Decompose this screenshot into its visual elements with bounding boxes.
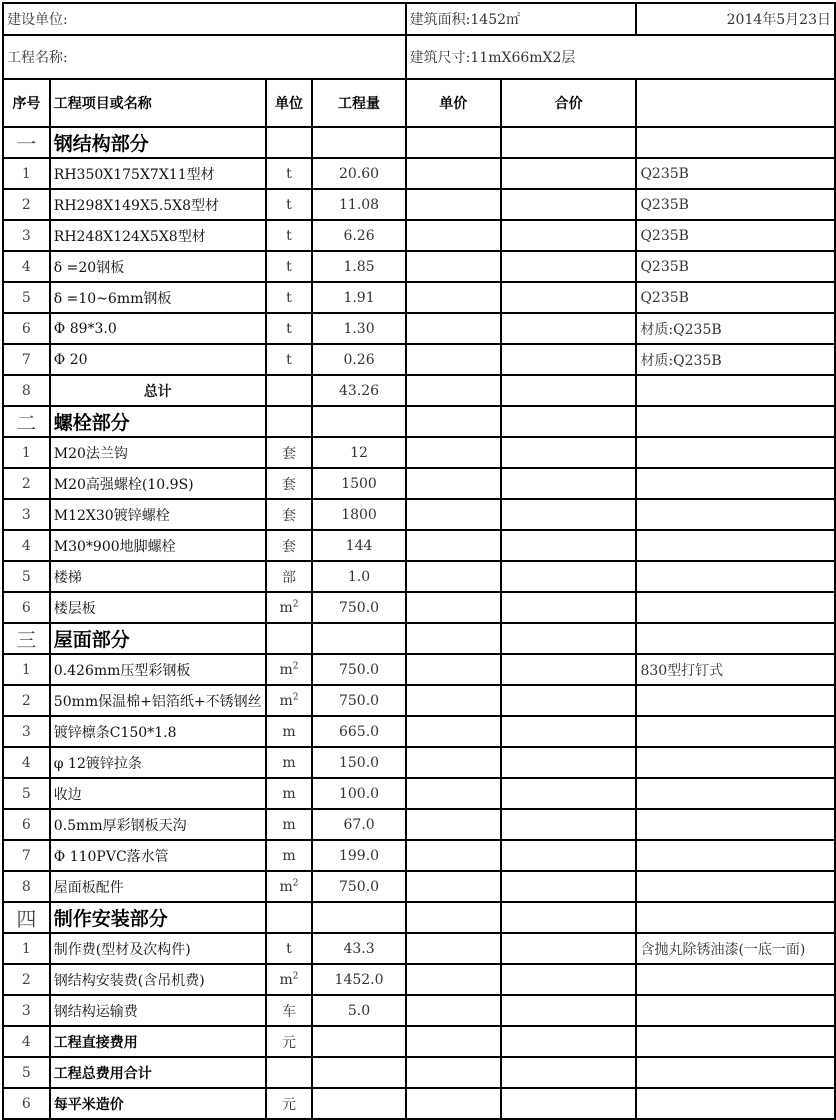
cell-seq[interactable]: 4 — [3, 530, 50, 561]
cell-unit[interactable] — [266, 623, 313, 654]
cell-total-price[interactable] — [501, 158, 637, 189]
table-row — [3, 654, 835, 685]
area-label[interactable]: 建筑面积:1452㎡ — [406, 3, 637, 35]
cell-unit-price[interactable] — [406, 995, 501, 1026]
cell-total-price[interactable] — [501, 406, 637, 437]
cell-seq[interactable]: 6 — [3, 809, 50, 840]
cell-seq[interactable]: 2 — [3, 964, 50, 995]
cell-total-price[interactable] — [501, 282, 637, 313]
cell-unit-price[interactable] — [406, 902, 501, 933]
cell-item-name[interactable]: 工程总费用合计 — [50, 1057, 266, 1088]
col-header-unit: 单位 — [266, 79, 313, 127]
cell-total-price[interactable] — [501, 871, 637, 902]
cell-qty[interactable]: 1.85 — [312, 251, 405, 282]
cell-remark[interactable] — [636, 1026, 835, 1057]
cell-unit-price[interactable] — [406, 127, 501, 158]
unit-m2: $m^2$ — [279, 661, 299, 678]
cell-qty[interactable]: 1800 — [312, 499, 405, 530]
cell-qty[interactable]: 1.91 — [312, 282, 405, 313]
cell-qty[interactable] — [312, 902, 405, 933]
cell-unit[interactable]: t — [266, 313, 313, 344]
cell-unit[interactable]: m — [266, 809, 313, 840]
cell-qty[interactable]: 750.0 — [312, 654, 405, 685]
cell-unit-price[interactable] — [406, 1026, 501, 1057]
cell-remark[interactable] — [636, 1088, 835, 1119]
cell-unit[interactable]: t — [266, 282, 313, 313]
cell-unit[interactable] — [266, 654, 313, 685]
cell-seq[interactable]: 4 — [3, 251, 50, 282]
cell-unit-price[interactable] — [406, 809, 501, 840]
cell-qty[interactable]: 43.3 — [312, 933, 405, 964]
cell-seq[interactable]: 4 — [3, 1026, 50, 1057]
cell-seq[interactable]: 1 — [3, 933, 50, 964]
cell-item-name[interactable]: 钢结构安装费(含吊机费) — [50, 964, 266, 995]
cell-seq[interactable]: 8 — [3, 871, 50, 902]
cell-unit[interactable]: t — [266, 344, 313, 375]
cell-total-price[interactable] — [501, 1057, 637, 1088]
cell-qty[interactable]: 750.0 — [312, 592, 405, 623]
cell-qty[interactable]: 12 — [312, 437, 405, 468]
cell-item-name[interactable]: 50mm保温棉+铝箔纸+不锈钢丝 — [50, 685, 266, 716]
cell-item-name[interactable]: M30*900地脚螺栓 — [50, 530, 266, 561]
table-row — [3, 840, 835, 871]
cell-total-price[interactable] — [501, 840, 637, 871]
cell-seq[interactable]: 1 — [3, 437, 50, 468]
cell-qty[interactable]: 6.26 — [312, 220, 405, 251]
cell-unit[interactable]: t — [266, 251, 313, 282]
cell-seq[interactable]: 1 — [3, 158, 50, 189]
cell-item-name[interactable]: δ =20钢板 — [50, 251, 266, 282]
table-row — [3, 437, 835, 468]
cell-item-name[interactable]: RH298X149X5.5X8型材 — [50, 189, 266, 220]
cell-unit[interactable]: 套 — [266, 468, 313, 499]
section-title[interactable]: 钢结构部分 — [50, 127, 266, 158]
cell-unit-price[interactable] — [406, 840, 501, 871]
table-row — [3, 778, 835, 809]
table-row — [3, 809, 835, 840]
cell-seq[interactable]: 5 — [3, 778, 50, 809]
cell-remark[interactable] — [636, 561, 835, 592]
cell-qty[interactable]: 144 — [312, 530, 405, 561]
cell-total-price[interactable] — [501, 685, 637, 716]
cell-remark[interactable] — [636, 995, 835, 1026]
cell-unit-price[interactable] — [406, 561, 501, 592]
cell-seq[interactable]: 3 — [3, 220, 50, 251]
cell-unit-price[interactable] — [406, 282, 501, 313]
cell-seq[interactable]: 2 — [3, 468, 50, 499]
col-header-seq: 序号 — [3, 79, 50, 127]
cell-remark[interactable] — [636, 840, 835, 871]
cell-seq[interactable]: 5 — [3, 1057, 50, 1088]
cell-remark[interactable] — [636, 468, 835, 499]
cell-seq[interactable]: 2 — [3, 685, 50, 716]
cell-unit-price[interactable] — [406, 406, 501, 437]
cell-total-price[interactable] — [501, 313, 637, 344]
cell-remark[interactable]: 材质:Q235B — [636, 313, 835, 344]
cell-qty[interactable]: 20.60 — [312, 158, 405, 189]
cell-total-price[interactable] — [501, 623, 637, 654]
cell-unit[interactable]: t — [266, 220, 313, 251]
cell-unit[interactable] — [266, 871, 313, 902]
cell-unit-price[interactable] — [406, 375, 501, 406]
table-row — [3, 344, 835, 375]
cell-seq[interactable]: 5 — [3, 561, 50, 592]
cell-remark[interactable]: 含抛丸除锈油漆(一底一面) — [636, 933, 835, 964]
cell-seq[interactable]: 3 — [3, 995, 50, 1026]
cell-item-name[interactable]: 0.426mm压型彩钢板 — [50, 654, 266, 685]
col-header-qty: 工程量 — [312, 79, 405, 127]
project-label[interactable]: 工程名称: — [3, 35, 406, 79]
cell-unit-price[interactable] — [406, 189, 501, 220]
table-row — [3, 592, 835, 623]
cell-remark[interactable] — [636, 871, 835, 902]
table-row — [3, 716, 835, 747]
cell-unit-price[interactable] — [406, 592, 501, 623]
col-header-total-price: 合价 — [501, 79, 637, 127]
table-row — [3, 313, 835, 344]
cell-qty[interactable] — [312, 1026, 405, 1057]
cell-total-price[interactable] — [501, 1088, 637, 1119]
cell-item-name[interactable]: 总计 — [50, 375, 266, 406]
meta-row-1 — [3, 3, 835, 35]
cell-unit-price[interactable] — [406, 530, 501, 561]
cell-item-name[interactable]: 制作费(型材及次构件) — [50, 933, 266, 964]
cell-seq[interactable]: 3 — [3, 716, 50, 747]
section-index[interactable]: 三 — [3, 623, 50, 654]
cell-qty[interactable]: 0.26 — [312, 344, 405, 375]
cell-total-price[interactable] — [501, 933, 637, 964]
table-row — [3, 499, 835, 530]
cell-total-price[interactable] — [501, 995, 637, 1026]
cell-total-price[interactable] — [501, 220, 637, 251]
cell-unit-price[interactable] — [406, 654, 501, 685]
cell-total-price[interactable] — [501, 716, 637, 747]
cell-seq[interactable]: 7 — [3, 344, 50, 375]
date-cell[interactable]: 2014年5月23日 — [636, 3, 835, 35]
cell-unit[interactable] — [266, 406, 313, 437]
cell-remark[interactable] — [636, 499, 835, 530]
section-header-row — [3, 406, 835, 437]
cell-item-name[interactable]: RH350X175X7X11型材 — [50, 158, 266, 189]
cell-remark[interactable] — [636, 685, 835, 716]
cell-remark[interactable]: Q235B — [636, 282, 835, 313]
cell-total-price[interactable] — [501, 468, 637, 499]
cell-remark[interactable] — [636, 127, 835, 158]
cell-item-name[interactable]: Φ 89*3.0 — [50, 313, 266, 344]
table-row — [3, 1026, 835, 1057]
cell-qty[interactable]: 750.0 — [312, 871, 405, 902]
cell-qty[interactable] — [312, 406, 405, 437]
table-row — [3, 995, 835, 1026]
cell-qty[interactable]: 11.08 — [312, 189, 405, 220]
cell-total-price[interactable] — [501, 778, 637, 809]
cell-total-price[interactable] — [501, 251, 637, 282]
table-row — [3, 530, 835, 561]
cell-total-price[interactable] — [501, 809, 637, 840]
section-title[interactable]: 制作安装部分 — [50, 902, 266, 933]
cell-item-name[interactable]: 收边 — [50, 778, 266, 809]
section-index[interactable]: 四 — [3, 902, 50, 933]
cell-seq[interactable]: 2 — [3, 189, 50, 220]
section-header-row — [3, 623, 835, 654]
client-label[interactable]: 建设单位: — [3, 3, 406, 35]
cell-item-name[interactable]: 镀锌檩条C150*1.8 — [50, 716, 266, 747]
cell-qty[interactable]: 1500 — [312, 468, 405, 499]
section-index[interactable]: 一 — [3, 127, 50, 158]
section-header-row — [3, 127, 835, 158]
cell-unit[interactable] — [266, 375, 313, 406]
cell-item-name[interactable]: 楼层板 — [50, 592, 266, 623]
cell-unit-price[interactable] — [406, 220, 501, 251]
cell-unit[interactable]: m — [266, 778, 313, 809]
table-row — [3, 871, 835, 902]
column-header-row — [3, 79, 835, 127]
cell-qty[interactable] — [312, 1088, 405, 1119]
cell-remark[interactable] — [636, 747, 835, 778]
cell-unit-price[interactable] — [406, 499, 501, 530]
cell-unit-price[interactable] — [406, 158, 501, 189]
unit-m2: $m^2$ — [279, 878, 299, 895]
cell-unit-price[interactable] — [406, 437, 501, 468]
section-title[interactable]: 屋面部分 — [50, 623, 266, 654]
cell-qty[interactable]: 67.0 — [312, 809, 405, 840]
cell-total-price[interactable] — [501, 747, 637, 778]
cell-unit[interactable]: 套 — [266, 437, 313, 468]
table-row — [3, 1057, 835, 1088]
cell-remark[interactable]: Q235B — [636, 158, 835, 189]
cell-total-price[interactable] — [501, 344, 637, 375]
cell-qty[interactable] — [312, 127, 405, 158]
cell-remark[interactable] — [636, 902, 835, 933]
cell-qty[interactable]: 1452.0 — [312, 964, 405, 995]
cell-remark[interactable] — [636, 778, 835, 809]
cell-item-name[interactable]: δ =10~6mm钢板 — [50, 282, 266, 313]
cell-total-price[interactable] — [501, 499, 637, 530]
cell-unit-price[interactable] — [406, 623, 501, 654]
cell-item-name[interactable]: 0.5mm厚彩钢板天沟 — [50, 809, 266, 840]
table-row — [3, 375, 835, 406]
cell-qty[interactable]: 750.0 — [312, 685, 405, 716]
table-row — [3, 561, 835, 592]
cell-total-price[interactable] — [501, 964, 637, 995]
table-row — [3, 251, 835, 282]
cell-qty[interactable]: 199.0 — [312, 840, 405, 871]
table-row — [3, 220, 835, 251]
cell-total-price[interactable] — [501, 561, 637, 592]
cell-seq[interactable]: 4 — [3, 747, 50, 778]
col-header-unit-price: 单价 — [406, 79, 501, 127]
cell-total-price[interactable] — [501, 375, 637, 406]
table-row — [3, 189, 835, 220]
cell-item-name[interactable]: 每平米造价 — [50, 1088, 266, 1119]
cell-remark[interactable]: Q235B — [636, 220, 835, 251]
cell-unit-price[interactable] — [406, 685, 501, 716]
cell-unit[interactable] — [266, 1057, 313, 1088]
cell-unit-price[interactable] — [406, 313, 501, 344]
cell-unit[interactable]: 元 — [266, 1026, 313, 1057]
meta-row-2 — [3, 35, 835, 79]
cell-remark[interactable]: 830型打钉式 — [636, 654, 835, 685]
cell-total-price[interactable] — [501, 530, 637, 561]
cell-seq[interactable]: 6 — [3, 1088, 50, 1119]
cell-seq[interactable]: 7 — [3, 840, 50, 871]
cell-qty[interactable]: 1.30 — [312, 313, 405, 344]
cell-remark[interactable]: Q235B — [636, 251, 835, 282]
cell-total-price[interactable] — [501, 127, 637, 158]
cell-item-name[interactable]: M20法兰钩 — [50, 437, 266, 468]
cell-seq[interactable]: 6 — [3, 313, 50, 344]
cell-remark[interactable] — [636, 406, 835, 437]
cell-total-price[interactable] — [501, 654, 637, 685]
cell-qty[interactable]: 100.0 — [312, 778, 405, 809]
cell-item-name[interactable]: M20高强螺栓(10.9S) — [50, 468, 266, 499]
cell-seq[interactable]: 1 — [3, 654, 50, 685]
cell-qty[interactable] — [312, 623, 405, 654]
quotation-sheet — [2, 2, 836, 1120]
cell-remark[interactable] — [636, 964, 835, 995]
table-row — [3, 685, 835, 716]
cell-seq[interactable]: 6 — [3, 592, 50, 623]
size-label[interactable]: 建筑尺寸:11mX66mX2层 — [406, 35, 835, 79]
cell-qty[interactable]: 1.0 — [312, 561, 405, 592]
cell-item-name[interactable]: Φ 20 — [50, 344, 266, 375]
cell-unit-price[interactable] — [406, 716, 501, 747]
cell-remark[interactable]: 材质:Q235B — [636, 344, 835, 375]
table-row — [3, 468, 835, 499]
cell-unit[interactable]: t — [266, 933, 313, 964]
cell-remark[interactable] — [636, 592, 835, 623]
unit-m2: $m^2$ — [279, 692, 299, 709]
col-header-remark — [636, 79, 835, 127]
cell-remark[interactable] — [636, 809, 835, 840]
cell-unit-price[interactable] — [406, 964, 501, 995]
cell-seq[interactable]: 8 — [3, 375, 50, 406]
cell-remark[interactable] — [636, 375, 835, 406]
cell-unit[interactable]: 元 — [266, 1088, 313, 1119]
cell-unit[interactable]: 车 — [266, 995, 313, 1026]
cell-remark[interactable] — [636, 1057, 835, 1088]
table-row — [3, 964, 835, 995]
cell-unit[interactable] — [266, 964, 313, 995]
unit-m2: $m^2$ — [279, 599, 299, 616]
cell-remark[interactable] — [636, 623, 835, 654]
cell-unit[interactable]: m — [266, 840, 313, 871]
cell-unit-price[interactable] — [406, 1088, 501, 1119]
section-header-row — [3, 902, 835, 933]
section-title[interactable]: 螺栓部分 — [50, 406, 266, 437]
cell-qty[interactable]: 665.0 — [312, 716, 405, 747]
cell-unit[interactable] — [266, 592, 313, 623]
col-header-name: 工程项目或名称 — [50, 79, 266, 127]
cell-total-price[interactable] — [501, 592, 637, 623]
cell-unit[interactable] — [266, 127, 313, 158]
table-row — [3, 747, 835, 778]
cell-total-price[interactable] — [501, 189, 637, 220]
section-index[interactable]: 二 — [3, 406, 50, 437]
cell-remark[interactable] — [636, 437, 835, 468]
cell-remark[interactable] — [636, 530, 835, 561]
cell-unit[interactable]: m — [266, 716, 313, 747]
cell-unit[interactable]: t — [266, 158, 313, 189]
table-row — [3, 158, 835, 189]
cell-unit-price[interactable] — [406, 933, 501, 964]
cell-unit-price[interactable] — [406, 871, 501, 902]
cell-unit[interactable]: t — [266, 189, 313, 220]
cell-item-name[interactable]: φ 12镀锌拉条 — [50, 747, 266, 778]
cell-qty[interactable] — [312, 1057, 405, 1088]
table-row — [3, 282, 835, 313]
cell-unit[interactable]: 套 — [266, 530, 313, 561]
cell-item-name[interactable]: M12X30镀锌螺栓 — [50, 499, 266, 530]
cell-remark[interactable] — [636, 716, 835, 747]
table-row — [3, 933, 835, 964]
cell-unit[interactable]: 部 — [266, 561, 313, 592]
cell-item-name[interactable]: 工程直接费用 — [50, 1026, 266, 1057]
cell-item-name[interactable]: 楼梯 — [50, 561, 266, 592]
cell-unit-price[interactable] — [406, 778, 501, 809]
cell-qty[interactable]: 43.26 — [312, 375, 405, 406]
cell-unit[interactable]: 套 — [266, 499, 313, 530]
cell-unit[interactable] — [266, 685, 313, 716]
cell-qty[interactable]: 150.0 — [312, 747, 405, 778]
cell-unit-price[interactable] — [406, 344, 501, 375]
cell-unit-price[interactable] — [406, 747, 501, 778]
cell-total-price[interactable] — [501, 902, 637, 933]
table-row — [3, 1088, 835, 1119]
cell-total-price[interactable] — [501, 437, 637, 468]
cell-total-price[interactable] — [501, 1026, 637, 1057]
cell-qty[interactable]: 5.0 — [312, 995, 405, 1026]
cell-seq[interactable]: 3 — [3, 499, 50, 530]
cell-unit[interactable]: m — [266, 747, 313, 778]
cell-seq[interactable]: 5 — [3, 282, 50, 313]
cell-unit-price[interactable] — [406, 1057, 501, 1088]
cell-item-name[interactable]: Φ 110PVC落水管 — [50, 840, 266, 871]
cell-item-name[interactable]: 钢结构运输费 — [50, 995, 266, 1026]
cell-item-name[interactable]: 屋面板配件 — [50, 871, 266, 902]
cell-item-name[interactable]: RH248X124X5X8型材 — [50, 220, 266, 251]
cell-remark[interactable]: Q235B — [636, 189, 835, 220]
cell-unit-price[interactable] — [406, 468, 501, 499]
cell-unit-price[interactable] — [406, 251, 501, 282]
cell-unit[interactable] — [266, 902, 313, 933]
unit-m2: $m^2$ — [279, 971, 299, 988]
